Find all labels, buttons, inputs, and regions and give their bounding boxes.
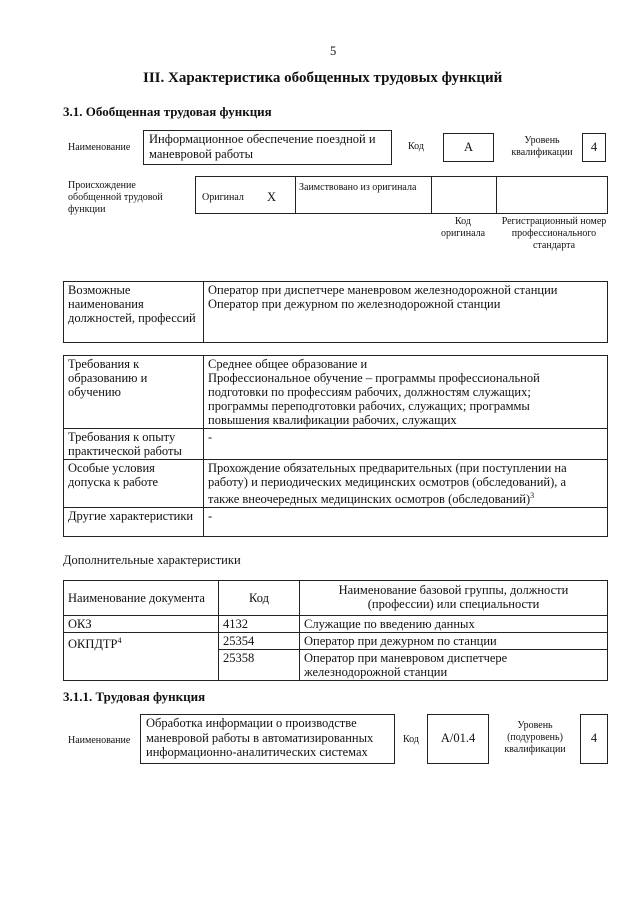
position-item: Оператор при диспетчере маневровом железнодорожной станции — [208, 283, 558, 297]
page-number: 5 — [330, 44, 337, 58]
gtf-name-value: Информационное обеспечение поездной и маневровой работы — [143, 130, 392, 165]
req-line: Среднее общее образование и — [208, 357, 368, 371]
req-line: Профессиональное обучение – программы профессиональной — [208, 371, 540, 385]
req-line: - — [204, 429, 608, 460]
req-label: Особые условия допуска к работе — [64, 460, 204, 508]
req-label: Требования к образованию и обучению — [64, 356, 204, 429]
origin-borrowed-label: Заимствовано из оригинала — [299, 182, 417, 193]
col-header-code: Код — [219, 581, 300, 616]
additional-heading: Дополнительные характеристики — [63, 553, 241, 567]
req-line: повышения квалификации рабочих, служащих — [208, 413, 457, 427]
positions-label: Возможные наименования должностей, профессий — [64, 282, 204, 343]
req-line: программы переподготовки рабочих, служащих; программы — [208, 399, 530, 413]
gtf-name-label: Наименование — [68, 142, 131, 153]
gtf-code-value: A — [443, 133, 494, 162]
tf-code-value: A/01.4 — [427, 714, 489, 764]
positions-table — [63, 281, 608, 343]
tf-heading: 3.1.1. Трудовая функция — [63, 689, 206, 704]
footnote-marker: 3 — [530, 491, 535, 500]
req-line: также внеочередных медицинских осмотров (обследований) — [208, 492, 531, 507]
cell-doc: ОКПДТР — [68, 637, 118, 652]
cell-name: Оператор при маневровом диспетчере железнодорожной станции — [300, 650, 608, 681]
gtf-code-label: Код — [408, 141, 424, 152]
cell-code: 25354 — [219, 633, 300, 650]
tf-code-label: Код — [403, 734, 419, 745]
origin-label: Происхождение обобщенной трудовой функции — [68, 180, 163, 215]
tf-name-label: Наименование — [68, 735, 131, 746]
footnote-marker: 4 — [117, 636, 122, 645]
table-row — [64, 616, 608, 633]
req-label: Другие характеристики — [64, 508, 204, 537]
req-line: работу) и периодических медицинских осмотров (обследований), а — [208, 475, 567, 489]
tf-level-label: Уровень (подуровень) квалификации — [504, 720, 566, 755]
tf-name-value: Обработка информации о производстве маневровой работы в автоматизированных информационно-аналитических системах — [140, 714, 395, 764]
req-label: Требования к опыту практической работы — [64, 429, 204, 460]
origin-original-label: Оригинал — [202, 192, 244, 203]
origin-code-original-label: Код оригинала — [440, 216, 486, 239]
additional-table — [63, 580, 608, 681]
cell-code: 4132 — [219, 616, 300, 633]
cell-code: 25358 — [219, 650, 300, 681]
col-header-doc: Наименование документа — [64, 581, 219, 616]
section-title: III. Характеристика обобщенных трудовых функций — [143, 70, 503, 86]
gtf-heading: 3.1. Обобщенная трудовая функция — [63, 104, 272, 119]
requirements-table — [63, 355, 608, 537]
cell-name: Служащие по введению данных — [300, 616, 608, 633]
tf-level-value: 4 — [580, 714, 608, 764]
gtf-level-label: Уровень квалификации — [511, 135, 573, 158]
req-line: подготовки по профессиям рабочих, должностям служащих; — [208, 385, 531, 399]
cell-name: Оператор при дежурном по станции — [300, 633, 608, 650]
table-row — [64, 633, 608, 650]
req-line: Прохождение обязательных предварительных (при поступлении на — [208, 461, 567, 475]
gtf-level-value: 4 — [582, 133, 606, 162]
cell-doc: ОКЗ — [64, 616, 219, 633]
position-item: Оператор при дежурном по железнодорожной станции — [208, 297, 501, 311]
origin-reg-number-label: Регистрационный номер профессионального стандарта — [501, 216, 607, 251]
origin-original-mark: X — [267, 190, 277, 204]
req-line: - — [204, 508, 608, 537]
col-header-name: Наименование базовой группы, должности (профессии) или специальности — [300, 581, 608, 616]
